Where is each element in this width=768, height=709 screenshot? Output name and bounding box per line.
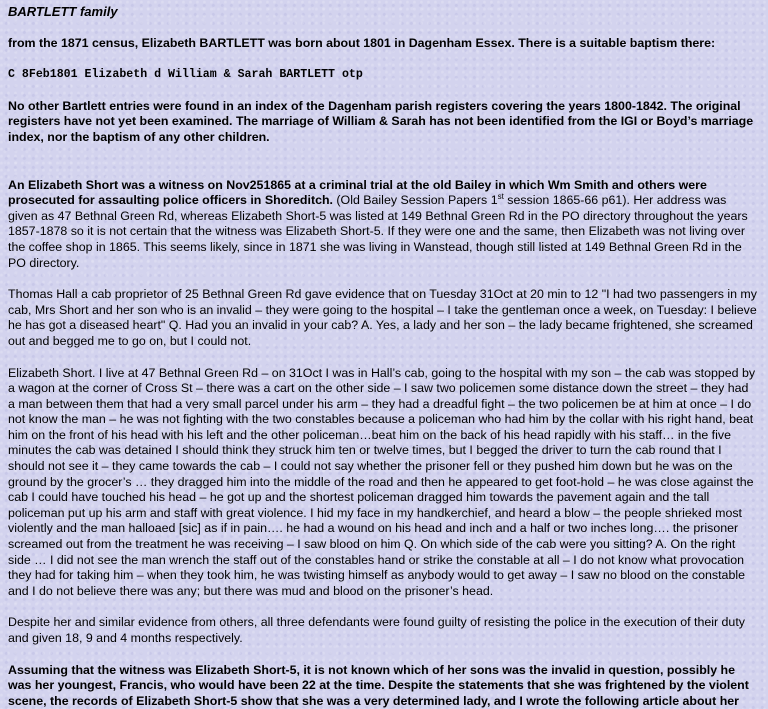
parish-registers-paragraph: No other Bartlett entries were found in an index of the Dagenham parish registers covering the years 1800-1842. The original registers have not yet been examined. The marriage of William & Sarah has not been identified from the IGI or Boyd’s marriage index, nor the baptism of any other children. — [8, 98, 754, 144]
old-bailey-details: session 1865-66 p61). Her address was given as 47 Bethnal Green Rd, whereas Elizabeth Short-5 was listed at 149 Bethnal Green Rd in the PO directory throughout the years 1857-1878 so it is not certain that the witness was Elizabeth Short-5. If they were one and the same, then Elizabeth was not living over the coffee shop in 1865. This seems likely, since in 1871 she was living in Wanstead, though still listed at 149 Bethnal Green Rd in the PO directory. — [8, 193, 748, 270]
session-ordinal-suffix: st — [497, 192, 504, 202]
verdict-paragraph: Despite her and similar evidence from others, all three defendants were found guilty of resisting the police in the execution of their duty and given 18, 9 and 4 months respectively. — [8, 615, 745, 645]
baptism-record: C 8Feb1801 Elizabeth d William & Sarah BARTLETT otp — [8, 68, 363, 82]
conclusion-paragraph: Assuming that the witness was Elizabeth Short-5, it is not known which of her sons was the invalid in question, possibly he was her youngest, Francis, who would have been 22 at the time. Despite the statements that she was frightened by the violent scene, the records of Elizabeth Short-5 show that she was a very determined lady, and I wrote the following article about her — [8, 662, 749, 708]
old-bailey-lead: An Elizabeth Short was a witness on Nov251865 at a criminal trial at the old Bailey in which Wm Smith and others were prosecuted for assaulting police officers in Shoreditch. — [8, 177, 707, 208]
cab-proprietor-evidence: Thomas Hall a cab proprietor of 25 Bethnal Green Rd gave evidence that on Tuesday 31Oct at 20 min to 12 "I had two passengers in my cab, Mrs Short and her son who is an invalid – they were going to the hospital – I take the gentleman once a week, on Tuesday: I believe he has got a diseased heart" Q. Had you an invalid in your cab? A. Yes, a lady and her son – the lady became frightened, she screamed out and begged me to go on, but I could not. — [8, 287, 757, 348]
page-title: BARTLETT family — [8, 4, 118, 19]
census-paragraph: from the 1871 census, Elizabeth BARTLETT was born about 1801 in Dagenham Essex. There is a suitable baptism there: — [8, 35, 716, 50]
old-bailey-paragraph — [8, 178, 758, 272]
elizabeth-short-testimony: Elizabeth Short. I live at 47 Bethnal Green Rd – on 31Oct I was in Hall’s cab, going to the hospital with my son – the cab was stopped by a wagon at the corner of Cross St – there was a cart on the other side – I saw two policemen some distance down the street – they had a man between them that had a very small parcel under his arm – they had a dreadful fight – the two policemen be at him at once – I do not know the man – he was not fighting with the two constables because a policeman who had him by the collar with his right hand, beat him on the front of his head with his left and the other policeman…beat him on the back of his head rapidly with his staff… in the five minutes the cab was detained I should think they struck him ten or twelve times, but I begged the driver to turn the cab round that I should not see it – they came towards the cab – I could not say whether the prisoner fell or they pushed him down but he was on the ground by the grocer’s … they dragged him into the middle of the road and then he appeared to get foot-hold – he was close against the cab I could have touched his head – he got up and the shortest policeman dragged him towards the pavement again and the tall policeman put up his arm and staff with great violence. I hid my face in my handkerchief, and heard a blow – the people shrieked most violently and the man halloaed [sic] as if in pain…. he had a wound on his head and inch and a half or two inches long…. the prisoner screamed out from the treatment he was receiving – I saw blood on him Q. On which side of the cab were you sitting? A. On the right side … I did not see the man wrench the staff out of the constables hand or strike the constable at all – I do not know what provocation they had for taking him – when they took him, he was twisting himself as anybody would to get away – I saw no blood on the constable and I do not believe there was any; but there was mud and blood on the prisoner’s head. — [8, 365, 756, 598]
old-bailey-reference: (Old Bailey Session Papers 1 — [332, 193, 498, 208]
